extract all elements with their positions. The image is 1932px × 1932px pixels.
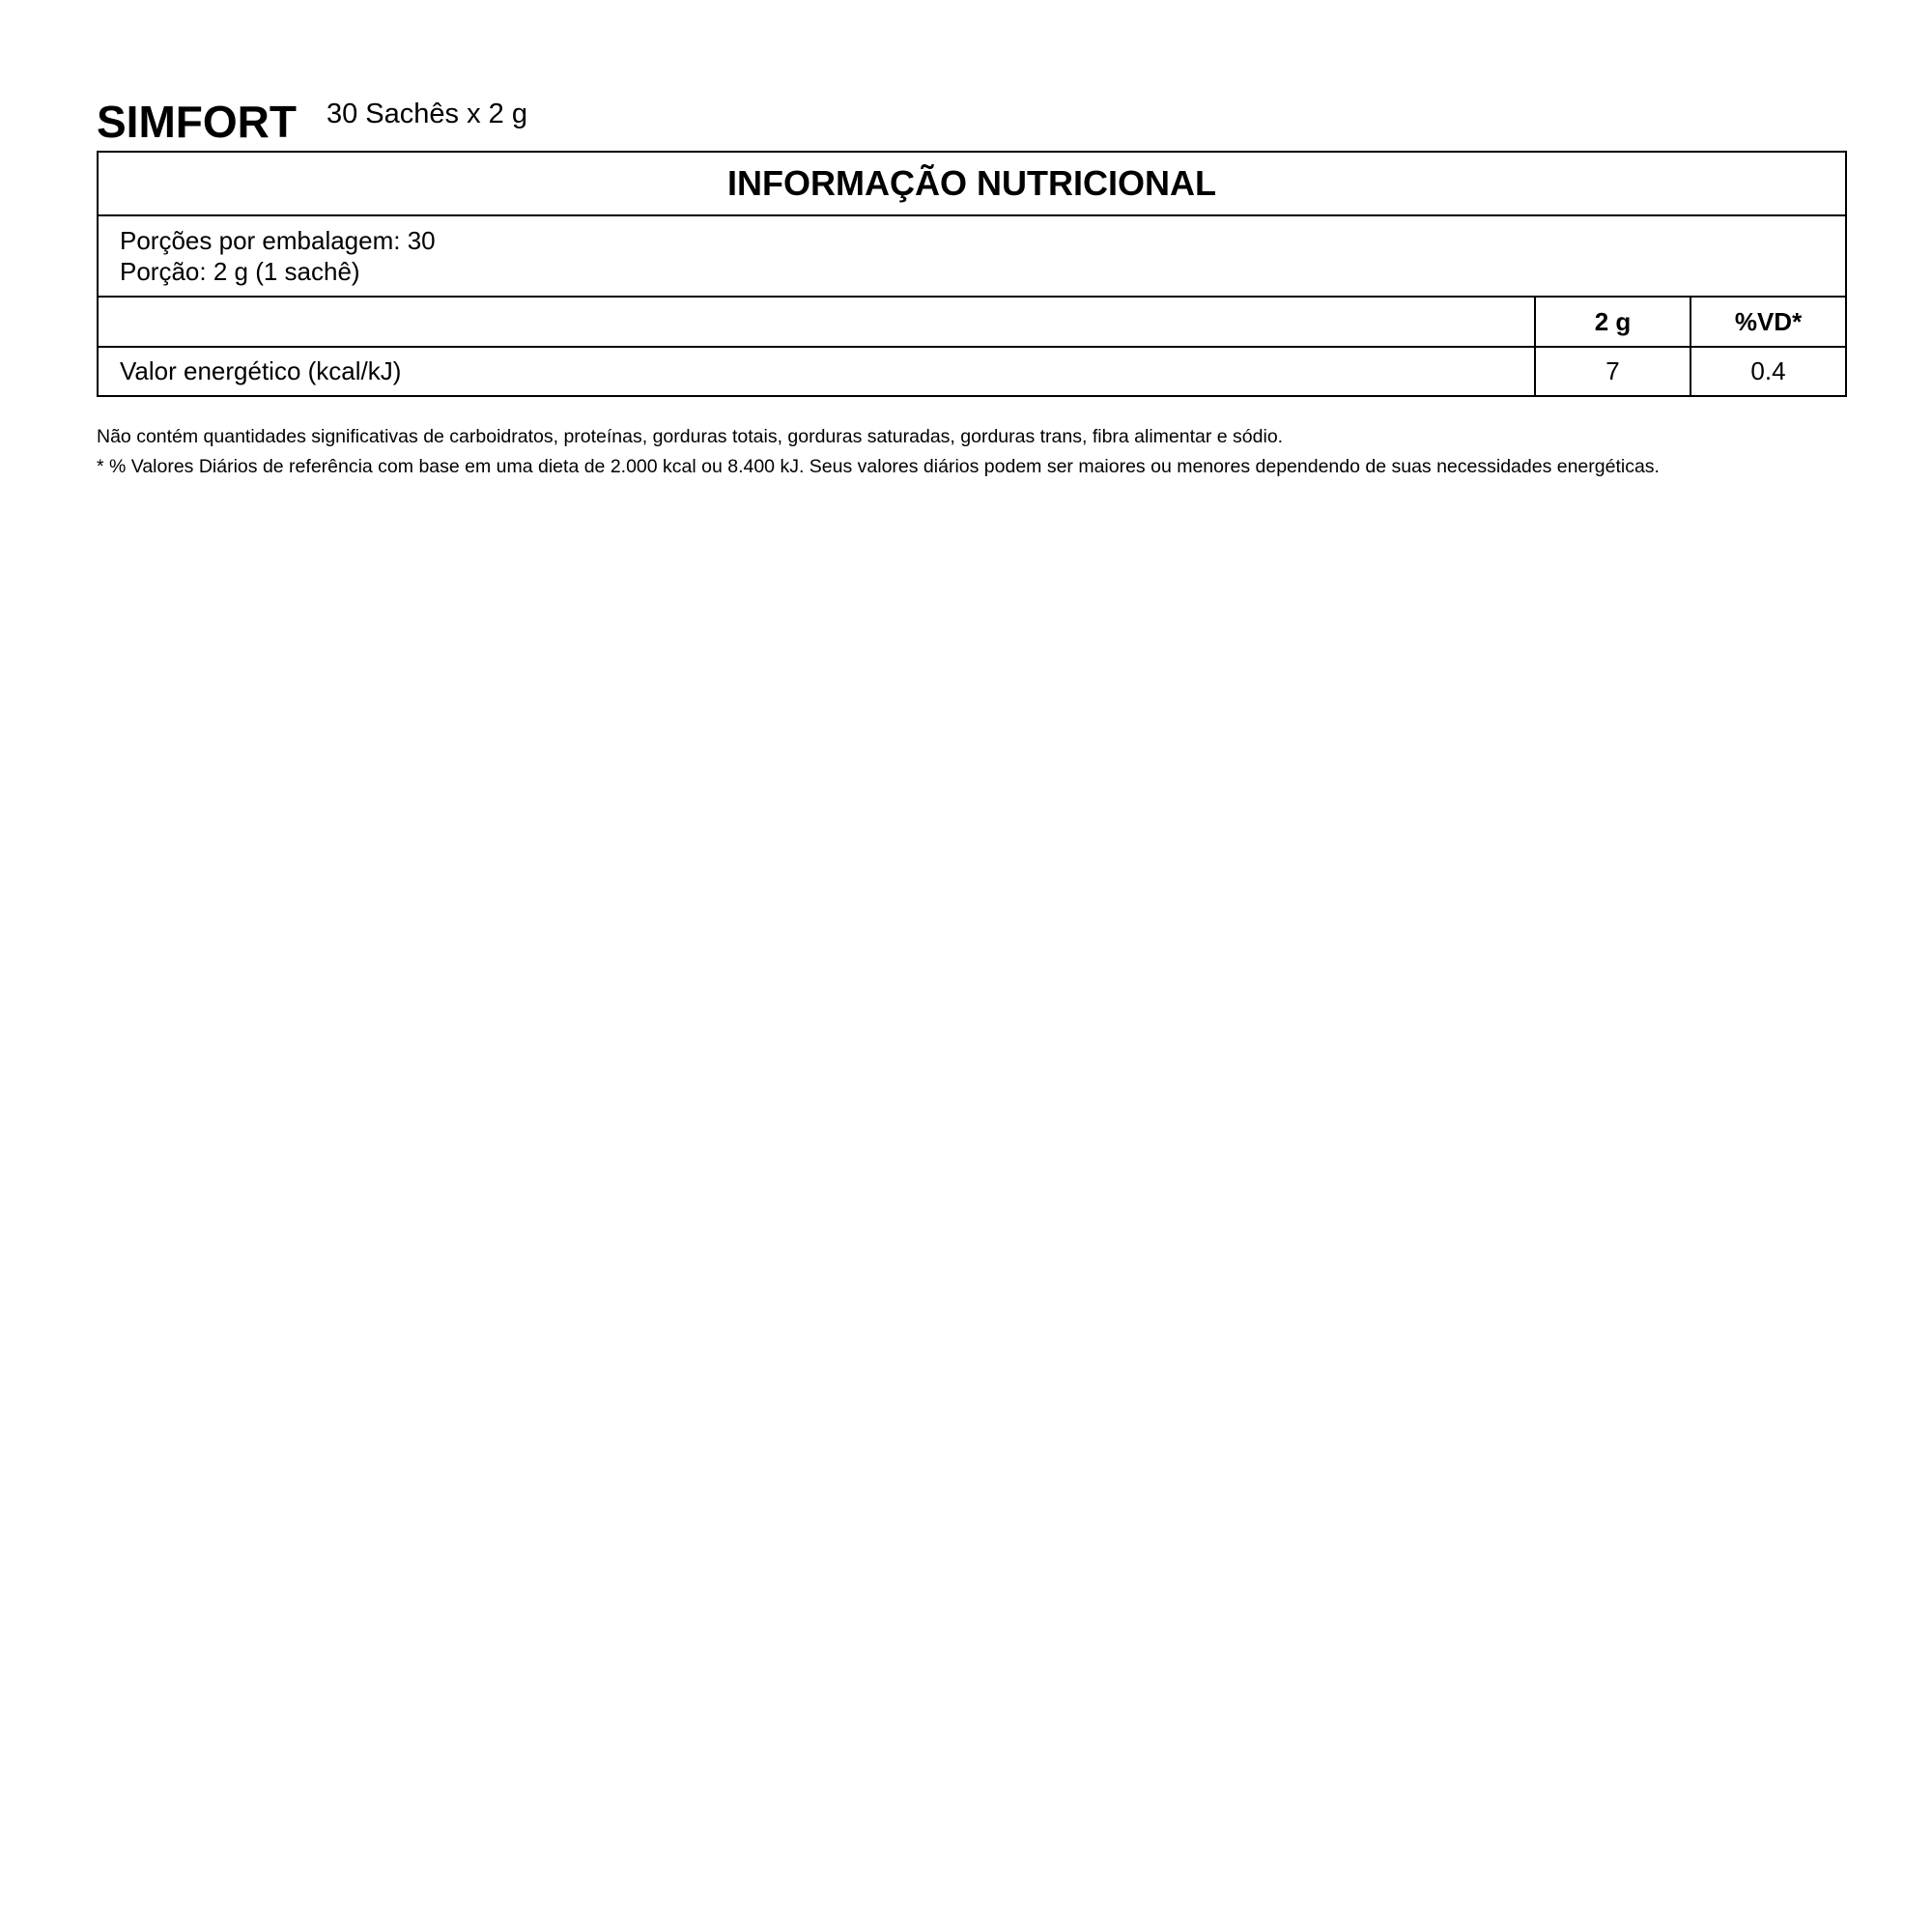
product-package-size: 30 Sachês x 2 g bbox=[326, 99, 527, 129]
nutrition-table bbox=[97, 151, 1847, 397]
footnotes bbox=[97, 422, 1845, 482]
footnote-daily-values: * % Valores Diários de referência com base em uma dieta de 2.000 kcal ou 8.400 kJ. Seus valores diários podem ser maiores ou menores dependendo de suas necessidades energéticas. bbox=[97, 456, 1660, 477]
column-header-amount: 2 g bbox=[1535, 297, 1690, 347]
nutrition-label bbox=[97, 93, 1845, 482]
product-name: SIMFORT bbox=[97, 97, 297, 147]
table-title: INFORMAÇÃO NUTRICIONAL bbox=[98, 152, 1846, 215]
product-header bbox=[97, 93, 1845, 151]
servings-per-package: Porções por embalagem: 30 bbox=[120, 226, 436, 255]
serving-size: Porção: 2 g (1 sachê) bbox=[120, 257, 360, 286]
column-header-nutrient bbox=[98, 297, 1535, 347]
portion-info bbox=[98, 215, 1846, 297]
nutrient-amount: 7 bbox=[1535, 347, 1690, 396]
column-header-dv: %VD* bbox=[1690, 297, 1846, 347]
footnote-not-significant: Não contém quantidades significativas de carboidratos, proteínas, gorduras totais, gorduras saturadas, gorduras trans, fibra alimentar e sódio. bbox=[97, 426, 1284, 447]
nutrient-name: Valor energético (kcal/kJ) bbox=[98, 347, 1535, 396]
nutrient-dv: 0.4 bbox=[1690, 347, 1846, 396]
table-row bbox=[98, 347, 1846, 396]
table-header-row bbox=[98, 297, 1846, 347]
